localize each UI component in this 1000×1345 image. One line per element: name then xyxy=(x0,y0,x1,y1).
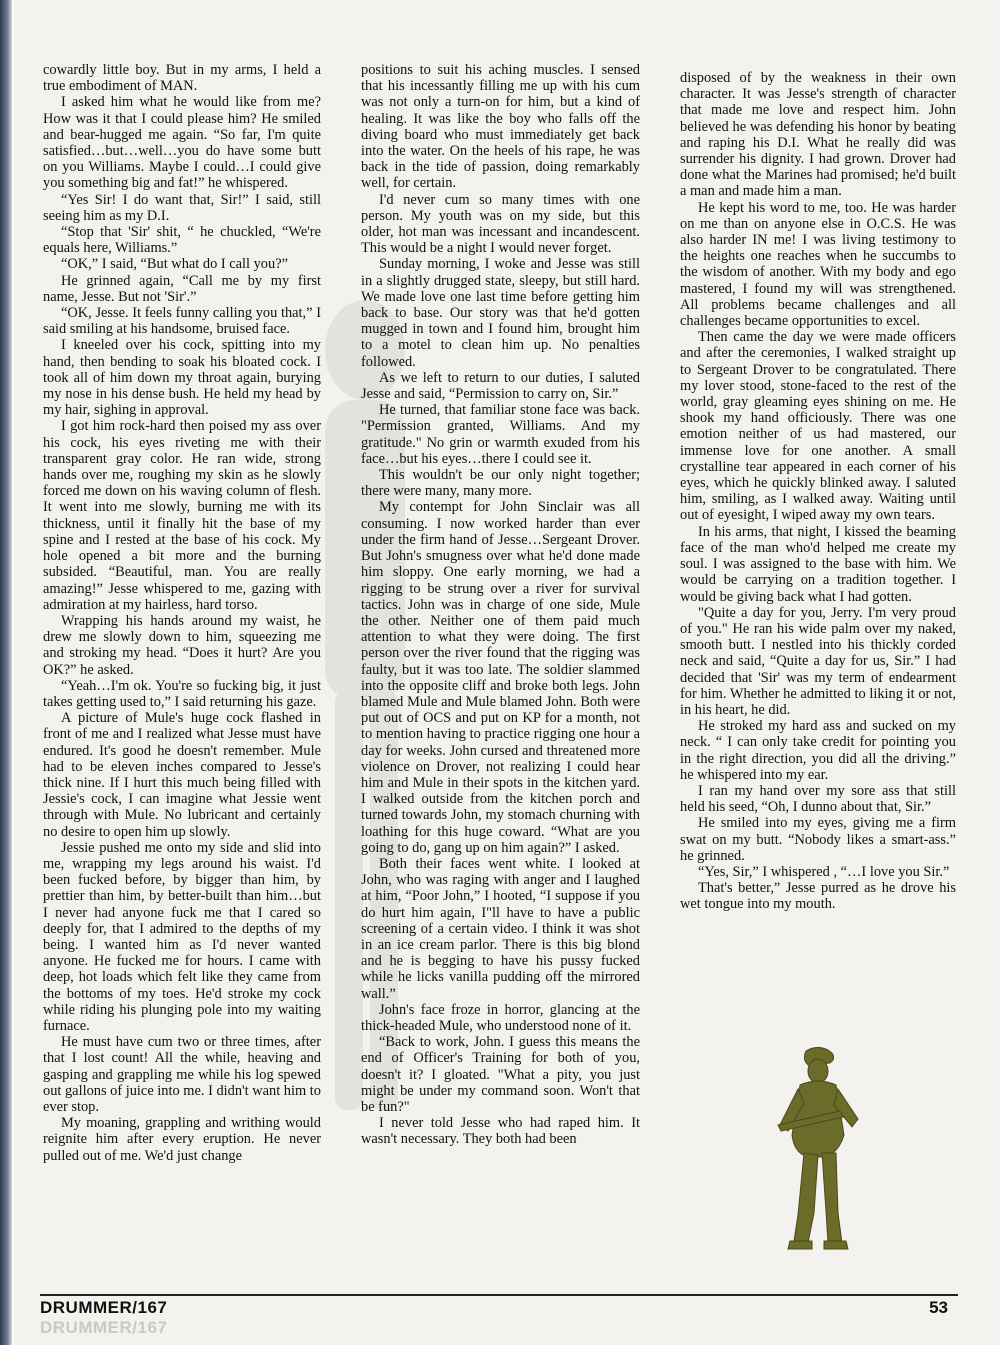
article-paragraph: In his arms, that night, I kissed the beaming face of the man who'd helped me create my soul. I was assigned to the base with him. We would be carrying on a tradition together. I would be giving back what I had gotten. xyxy=(680,523,956,605)
binding-edge xyxy=(0,0,12,1345)
article-paragraph: A picture of Mule's huge cock flashed in front of me and I realized what Jesse must have endured. It's good he doesn't remember. Mule had to be eleven inches compared to Jesse's thick nine. If I hurt this much being filled with Jessie's cock, I can imagine what Jessie went through with Mule. No lubricant and certainly no desire to open him up slowly. xyxy=(43,710,321,840)
article-paragraph: He turned, that familiar stone face was back. "Permission granted, Williams. And my gratitude." No grin or warmth exuded from his face…but his eyes…there I could see it. xyxy=(361,402,640,467)
article-paragraph: “Yes Sir! I do want that, Sir!” I said, still seeing him as my D.I. xyxy=(43,191,321,224)
article-paragraph: I got him rock-hard then poised my ass over his cock, his eyes riveting me with their transparent gray color. He ran wide, strong hands over me, roughing my skin as he slowly forced me down on his waving column of flesh. It went into me slowly, burning me with its thickness, until it finally hit the base of my spine and I rested at the base of his cock. My hole opened a bit more and the burning subsided. “Beautiful, man. You are really amazing!” Jesse whispered to me, gazing with admiration at my hairless, hard torso. xyxy=(43,418,321,613)
soldier-illustration-icon xyxy=(758,1043,878,1263)
article-paragraph: He stroked my hard ass and sucked on my neck. “ I can only take credit for pointing you in the right direction, you did all the driving.” he whispered into my ear. xyxy=(680,718,956,783)
magazine-issue-label: DRUMMER/167 xyxy=(40,1298,168,1317)
article-paragraph: cowardly little boy. But in my arms, I held a true embodiment of MAN. xyxy=(43,62,321,95)
text-column-right xyxy=(680,70,956,913)
magazine-issue-label-show-through: DRUMMER/167 xyxy=(40,1318,168,1337)
article-paragraph: He smiled into my eyes, giving me a firm swat on my butt. “Nobody likes a smart-ass.” he grinned. xyxy=(680,815,956,864)
article-paragraph: “Back to work, John. I guess this means the end of Officer's Training for both of you, doesn't it? I gloated. "What a pity, you just might be under my command soon. Won't that be fun?" xyxy=(361,1034,640,1115)
article-paragraph: I kneeled over his cock, spitting into my hand, then bending to soak his bloated cock. I took all of him down my throat again, burying my nose in his dense bush. He held my head by my hair, sighing in approval. xyxy=(43,337,321,419)
article-paragraph: Then came the day we were made officers and after the ceremonies, I walked straight up to Sergeant Drover to be congratulated. There my lover stood, stone-faced to the rest of the world, gray gleaming eyes shining on me. He shook my hand officiously. There was one emotion neither of us had mastered, our immense love for one another. A small crystalline tear appeared in each corner of his eyes, which he quickly blinked away. I saluted him, smiling, as I walked away. Waiting until out of eyesight, I wiped away my own tears. xyxy=(680,329,956,524)
article-paragraph: That's better,” Jesse purred as he drove his wet tongue into my mouth. xyxy=(680,880,956,913)
article-paragraph: "Quite a day for you, Jerry. I'm very proud of you." He ran his wide palm over my naked, smooth butt. I nestled into his thickly corded neck and said, “Quite a day for us, Sir.” I had decided that 'Sir' was my term of endearment for him. Whether he admitted to liking it or not, in his heart, he did. xyxy=(680,604,956,718)
article-paragraph: He kept his word to me, too. He was harder on me than on anyone else in O.C.S. He was also harder IN me! I was living testimony to the heights one reaches when he succumbs to the wisdom of another. With my body and ego mastered, I found my will was strengthened. All problems became challenges and all challenges became opportunities to excel. xyxy=(680,199,956,330)
article-paragraph: I asked him what he would like from me? How was it that I could please him? He smiled and bear-hugged me again. “So far, I'm quite satisfied…but…well…you do have some butt on you Williams. Maybe I could…I could give you something big and fat!” he whispered. xyxy=(43,94,321,192)
footer-divider xyxy=(40,1294,958,1296)
article-paragraph: I ran my hand over my sore ass that still held his seed, “Oh, I dunno about that, Sir.” xyxy=(680,782,956,816)
article-paragraph: “Yeah…I'm ok. You're so fucking big, it just takes getting used to,” I said returning his gaze. xyxy=(43,677,321,710)
article-paragraph: This wouldn't be our only night together; there were many, many more. xyxy=(361,467,640,500)
article-paragraph: Wrapping his hands around my waist, he drew me slowly down to him, squeezing me and stroking my head. “Does it hurt? Are you OK?” he asked. xyxy=(43,612,321,678)
article-paragraph: As we left to return to our duties, I saluted Jesse and said, “Permission to carry on, Sir.” xyxy=(361,369,640,403)
article-paragraph: My contempt for John Sinclair was all consuming. I now worked harder than ever under the firm hand of Jesse…Sergeant Drover. But John's smugness over what he'd done made him sloppy. One early morning, we had a rigging to be strung over a river for survival tactics. John was in charge of one side, Mule the other. Neither one of them paid much attention to what they were doing. The first person over the river found that the rigging was faulty, but it was too late. The soldier slammed into the opposite cliff and broke both legs. John blamed Mule and Mule blamed John. Both were put out of OCS and put on KP for a month, not to mention having to practice rigging one hour a day for weeks. John cursed and threatened more violence on Drover, not realizing I could hear him and Mule in their spots in the kitchen yard. I walked outside from the kitchen porch and turned towards John, my stomach churning with loathing for this huge coward. “What are you going to do, gang up on him again?” I asked. xyxy=(361,499,640,856)
article-paragraph: Both their faces went white. I looked at John, who was raging with anger and I laughed at him, “Poor John,” I hooted, “I suppose if you do hurt him again, I"ll have to have a public screening of a certain video. I think it was shot in an ice cream parlor. There is this big blond and he is begging to have his pussy fucked while he licks vanilla pudding off the mirrored wall.” xyxy=(361,855,640,1002)
article-paragraph: I'd never cum so many times with one person. My youth was on my side, but this older, hot man was incessant and incandescent. This would be a night I would never forget. xyxy=(361,191,640,257)
article-paragraph: Sunday morning, I woke and Jesse was still in a slightly drugged state, sleepy, but still hard. We made love one last time before getting him back to base. Our story was that he'd gotten mugged in town and I found him, brought him to a motel to clean him up. No penalties followed. xyxy=(361,256,640,370)
article-paragraph: He grinned again, “Call me by my first name, Jesse. But not 'Sir'.” xyxy=(43,272,321,305)
page-number: 53 xyxy=(929,1298,948,1317)
article-paragraph: positions to suit his aching muscles. I sensed that his incessantly filling me up with his cum was not only a turn-on for him, but a kind of healing. It was like the boy who falls off the diving board who must immediately get back into the water. On the heels of his rape, he was back in the tide of passion, doing remarkably well, for certain. xyxy=(361,62,640,192)
article-paragraph: “OK, Jesse. It feels funny calling you that,” I said smiling at his handsome, bruised face. xyxy=(43,305,321,338)
article-paragraph: He must have cum two or three times, after that I lost count! All the while, heaving and gasping and grappling me while his log spewed out gallons of juice into me. I didn't want him to ever stop. xyxy=(43,1034,321,1115)
article-paragraph: Jessie pushed me onto my side and slid into me, wrapping my legs around his waist. I'd been fucked before, by bigger than him, by prettier than him, by better-built than him…but I never had anyone fuck me that I cared so deeply for, that I admired to the depths of my being. I wanted him as I'd never wanted anyone. He fucked me for hours. I came with deep, hot loads which felt like they came from the bottoms of my toes. He'd stroke my cock while riding his plunging pole into my waiting furnace. xyxy=(43,839,321,1034)
article-paragraph: My moaning, grappling and writhing would reignite him after every eruption. He never pulled out of me. We'd just change xyxy=(43,1115,321,1164)
text-column-left xyxy=(43,62,321,1164)
article-paragraph: John's face froze in horror, glancing at the thick-headed Mule, who understood none of it. xyxy=(361,1001,640,1034)
article-paragraph: “OK,” I said, “But what do I call you?” xyxy=(61,256,288,273)
article-paragraph: “Stop that 'Sir' shit, “ he chuckled, “We're equals here, Williams.” xyxy=(43,224,321,257)
article-paragraph: I never told Jesse who had raped him. It wasn't necessary. They both had been xyxy=(361,1115,640,1148)
text-column-middle xyxy=(361,62,640,1148)
article-paragraph: “Yes, Sir,” I whispered , “…I love you Sir.” xyxy=(698,863,950,880)
article-paragraph: disposed of by the weakness in their own character. It was Jesse's strength of character that made me love and respect him. John believed he was defending his honor by beating and raping his D.I. What he really did was surrender his dignity. I had grown. Drover had done what the Marines had promised; he'd built a man and made him a man. xyxy=(680,70,956,200)
